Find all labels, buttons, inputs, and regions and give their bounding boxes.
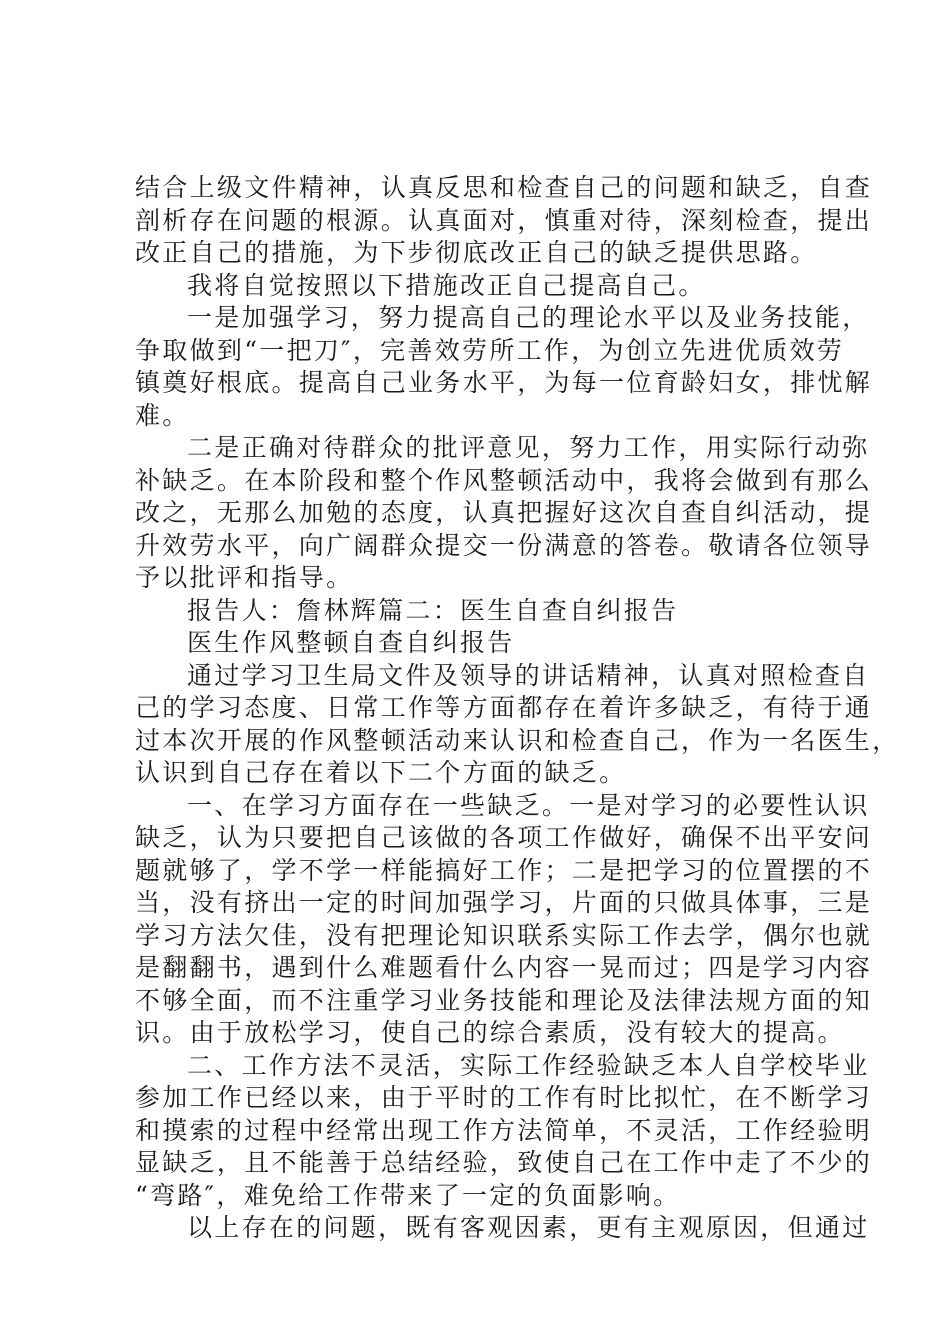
text-line: 一是加强学习，努力提高自己的理论水平以及业务技能，	[187, 303, 870, 332]
text-line: 题就够了，学不学一样能搞好工作；二是把学习的位置摆的不	[135, 855, 873, 885]
text-line: 二、工作方法不灵活，实际工作经验缺乏本人自学校毕业	[187, 1050, 870, 1080]
text-line: 学习方法欠佳，没有把理论知识联系实际工作去学，偶尔也就	[135, 920, 873, 950]
text-line: 参加工作已经以来，由于平时的工作有时比拟忙，在不断学习	[135, 1083, 873, 1112]
text-line: 我将自觉按照以下措施改正自己提高自己。	[187, 270, 706, 300]
text-line: 显缺乏，且不能善于总结经验，致使自己在工作中走了不少的	[135, 1148, 873, 1177]
text-line: 报告人：詹林辉篇二：医生自查自纠报告	[187, 595, 679, 625]
text-line: 改之，无那么加勉的态度，认真把握好这次自查自纠活动，提	[135, 498, 873, 527]
text-line: 争取做到“一把刀″，完善效劳所工作，为创立先进优质效劳	[135, 335, 845, 365]
text-line: 通过学习卫生局文件及领导的讲话精神，认真对照检查自	[187, 660, 870, 690]
text-line: 二是正确对待群众的批评意见，努力工作，用实际行动弥	[187, 433, 870, 462]
text-line: 镇奠好根底。提高自己业务水平，为每一位育龄妇女，排忧解	[135, 368, 873, 397]
text-line: 医生作风整顿自查自纠报告	[187, 628, 515, 657]
text-line: 剖析存在问题的根源。认真面对，慎重对待，深刻检查，提出	[135, 205, 873, 235]
document-body	[135, 172, 900, 1245]
text-line: 难。	[135, 400, 190, 430]
text-line: 是翻翻书，遇到什么难题看什么内容一晃而过；四是学习内容	[135, 953, 873, 982]
text-line: 己的学习态度、日常工作等方面都存在着许多缺乏，有待于通	[135, 693, 873, 722]
text-line: 改正自己的措施，为下步彻底改正自己的缺乏提供思路。	[135, 238, 818, 267]
text-line: “弯路″，难免给工作带来了一定的负面影响。	[135, 1180, 681, 1210]
text-line: 以上存在的问题，既有客观因素，更有主观原因，但通过	[187, 1213, 870, 1242]
text-line: 缺乏，认为只要把自己该做的各项工作做好，确保不出平安问	[135, 823, 873, 852]
text-line: 过本次开展的作风整顿活动来认识和检查自己，作为一名医生，	[135, 725, 900, 755]
text-line: 补缺乏。在本阶段和整个作风整顿活动中，我将会做到有那么	[135, 465, 873, 495]
text-line: 一、在学习方面存在一些缺乏。一是对学习的必要性认识	[187, 790, 870, 820]
text-line: 认识到自己存在着以下二个方面的缺乏。	[135, 758, 627, 787]
text-line: 当，没有挤出一定的时间加强学习，片面的只做具体事，三是	[135, 888, 873, 917]
text-line: 升效劳水平，向广阔群众提交一份满意的答卷。敬请各位领导	[135, 530, 873, 560]
text-line: 和摸索的过程中经常出现工作方法简单，不灵活，工作经验明	[135, 1115, 873, 1145]
text-line: 识。由于放松学习，使自己的综合素质，没有较大的提高。	[135, 1018, 845, 1047]
text-line: 予以批评和指导。	[135, 563, 354, 592]
text-line: 结合上级文件精神，认真反思和检查自己的问题和缺乏，自查	[135, 173, 873, 202]
text-line: 不够全面，而不注重学习业务技能和理论及法律法规方面的知	[135, 985, 873, 1015]
